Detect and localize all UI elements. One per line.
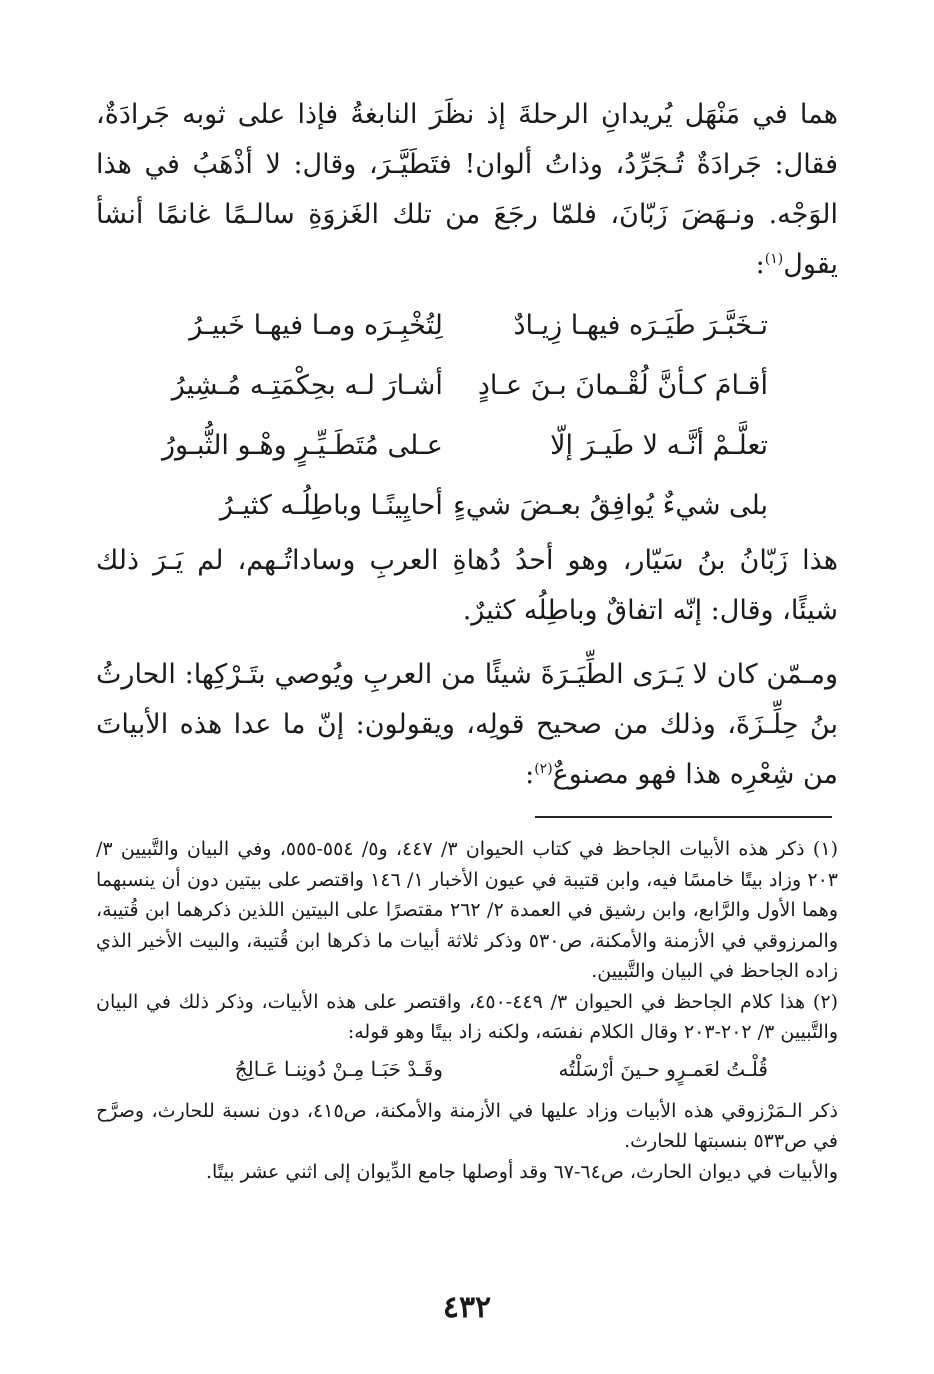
main-text [96, 90, 838, 800]
hemistich-second: لِتُخْبِـرَه ومـا فيهـا خَبيـرُ [189, 310, 443, 341]
footnotes [96, 834, 838, 1187]
verse-line [166, 356, 768, 416]
hemistich-first: قُلْـتُ لعَمـرٍو حـينَ أرْسَلْتُه [558, 1056, 768, 1081]
paragraph-3: ومـمّن كان لا يَـرَى الطِّيَـرَةَ شيئًا من العربِ ويُوصي بتَـرْكِها: الحارثُ بنُ حِلِّـزَةَ، وذلك من صحيح قولِه، ويقولون: إنّ ما عدا هذه الأبياتَ من شِعْرِه هذا فهو مصنوعٌ$^{(٢)}$: [96, 659, 838, 790]
hemistich-second: أحايِينًـا وباطِلُـه كثيـرُ [219, 490, 443, 521]
footnote-2: (٢) هذا كلام الجاحظ في الحيوان ٣/ ٤٤٩-٤٥٠، واقتصر على هذه الأبيات، وذكر ذلك في البيان والتَّبيين ٣/ ٢٠٢-٢٠٣ وقال الكلام نفسَه، ولكنه زاد بيتًا وهو قوله: [96, 990, 838, 1043]
verse-line [166, 476, 768, 536]
footnote-ref-2[interactable]: (٢) [534, 761, 553, 777]
footnote-2-continuation: ذكر الـمَرْزوقي هذه الأبيات وزاد عليها في الأزمنة والأمكنة، ص٤١٥، دون نسبة للحارث، وصرَّح في ص٥٣٣ بنسبتها للحارث. [96, 1099, 839, 1152]
verse-line [162, 416, 768, 476]
paragraph-2: هذا زَبّانُ بنُ سَيّار، وهو أحدُ دُهاةِ العربِ وساداتُـهم، لم يَـرَ ذلك شيئًا، وقال: إنّه اتفاقٌ وباطِلُه كثيرٌ. [96, 545, 838, 626]
footnote-ref-1[interactable]: (١) [764, 251, 784, 267]
paragraph-1: هما في مَنْهَل يُريدانِ الرحلةَ إذ نظَرَ النابغةُ فإذا على ثوبه جَرادَةٌ، فقال: جَرادَةٌ تُـجَرِّدُ، وذاتُ ألوان! فتَطَيَّـرَ، وقال: لا أذْهَبُ في هذا الوَجْه. ونـهَضَ زَبّانَ، فلمّا رجَعَ من تلك الغَزوَةِ سالـمًا غانمًا أنشأ يقول$^{(١)}$: [96, 99, 838, 280]
footnote-verse [166, 1052, 768, 1086]
footnote-separator [535, 816, 832, 818]
hemistich-first: تعلَّـمْ أنَّـه لا طَيـرَ إلّا [550, 430, 768, 461]
hemistich-second: وقَـدْ حَبَـا مِـنْ دُونِنـا عَـالِجُ [234, 1056, 443, 1081]
hemistich-first: أقـامَ كـأنَّ لُقْـمانَ بـنَ عـادٍ [477, 370, 768, 401]
hemistich-first: تـخَبَّـرَ طَيَـرَه فيهـا زِيـادٌ [513, 310, 768, 341]
hemistich-first: بلى شيءٌ يُوافِقُ بعـضَ شيءٍ [453, 490, 768, 521]
footnote-2-last: والأبيات في ديوان الحارث، ص٦٤-٦٧ وقد أوصلها جامع الدِّيوان إلى اثني عشر بيتًا. [206, 1160, 838, 1183]
verse-line [166, 296, 768, 356]
page-number: ٤٣٢ [442, 1290, 492, 1325]
poem [162, 296, 768, 536]
footnote-1: (١) ذكر هذه الأبيات الجاحظ في كتاب الحيوان ٣/ ٤٤٧، و٥/ ٥٥٤-٥٥٥، وفي البيان والتَّبيين ٣/ ٢٠٣ وزاد بيتًا خامسًا فيه، وابن قتيبة في عيون الأخبار ١/ ١٤٦ واقتصر على بيتين دون أن ينسبهما وهما الأول والرَّابع، وابن رشيق في العمدة ٢/ ٢٦٢ مقتصرًا على البيتين اللذين ذكرهما ابن قُتيبة، والمرزوقي في الأزمنة والأمكنة، ص٥٣٠ وذكر ثلاثة أبيات ما ذكرها ابن قُتيبة، والبيت الأخير الذي زاده الجاحظ في البيان والتَّبيين. [96, 838, 839, 982]
hemistich-second: أشـارَ لـه بحِكْمَتِـه مُـشِيرُ [171, 370, 443, 401]
hemistich-second: عـلى مُتَطَـيِّـرٍ وهْـو الثُّبـورُ [162, 430, 443, 461]
